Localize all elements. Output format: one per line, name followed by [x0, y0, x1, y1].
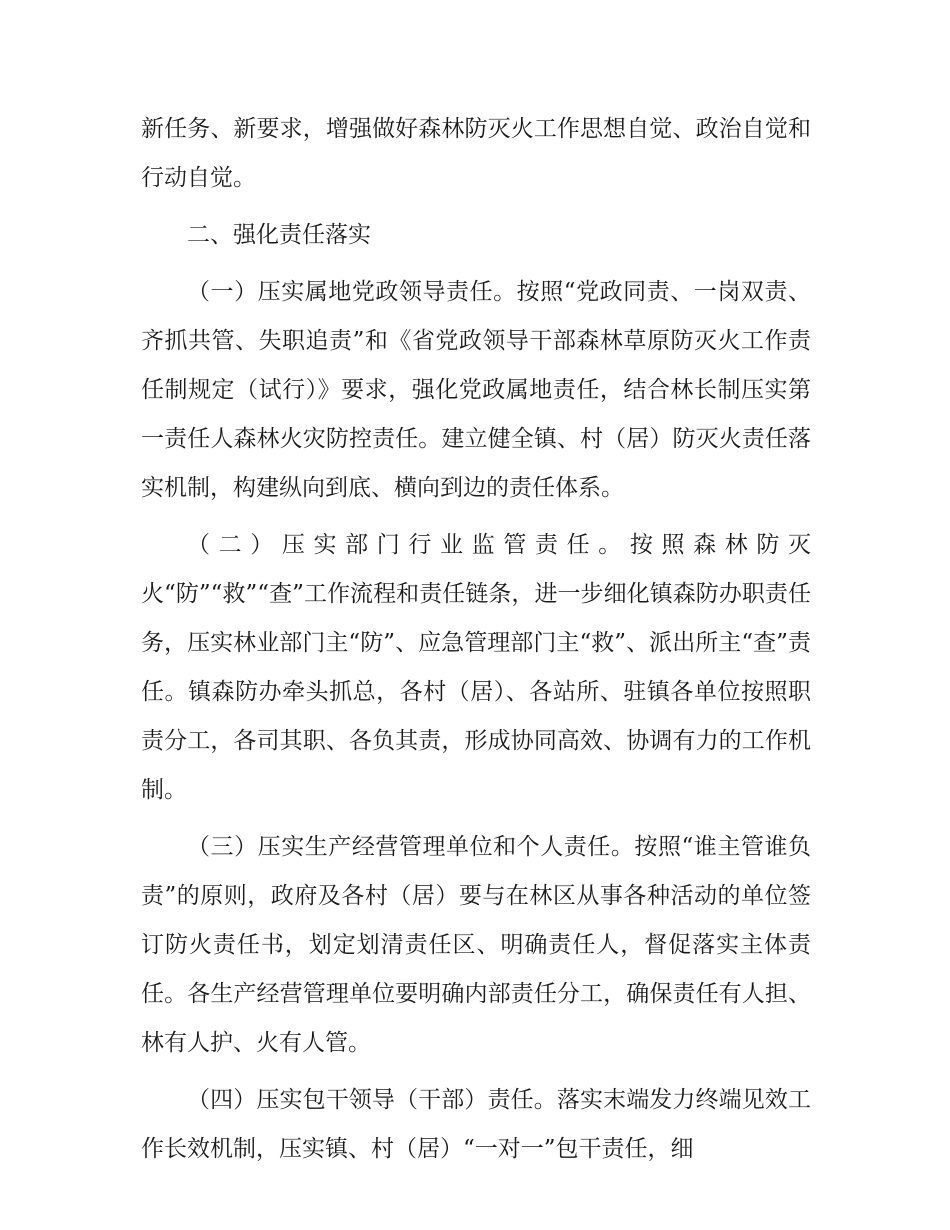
paragraph-continuation: 新任务、新要求，增强做好森林防灭火工作思想自觉、政治自觉和行动自觉。	[141, 116, 811, 191]
paragraph-item-1: （一）压实属地党政领导责任。按照“党政同责、一岗双责、齐抓共管、失职追责”和《省党政领导干部森林草原防灭火工作责任制规定（试行）》要求，强化党政属地责任，结合林长制压实第一责任人森林火灾防控责任。建立健全镇、村（居）防灭火责任落实机制，构建纵向到底、横向到边的责任体系。	[141, 279, 811, 501]
document-body	[141, 105, 811, 1174]
paragraph-item-4: （四）压实包干领导（干部）责任。落实末端发力终端见效工作长效机制，压实镇、村（居）“一对一”包干责任，细	[141, 1087, 811, 1162]
paragraph-item-2: （二）压实部门行业监管责任。按照森林防灭火“防”“救”“查”工作流程和责任链条，进一步细化镇森防办职责任务，压实林业部门主“防”、应急管理部门主“救”、派出所主“查”责任。镇森防办牵头抓总，各村（居）、各站所、驻镇各单位按照职责分工，各司其职、各负其责，形成协同高效、协调有力的工作机制。	[141, 532, 811, 803]
paragraph-item-3: （三）压实生产经营管理单位和个人责任。按照“谁主管谁负责”的原则，政府及各村（居）要与在林区从事各种活动的单位签订防火责任书，划定划清责任区、明确责任人，督促落实主体责任。各生产经营管理单位要明确内部责任分工，确保责任有人担、林有人护、火有人管。	[141, 834, 811, 1056]
section-heading: 二、强化责任落实	[187, 222, 371, 248]
